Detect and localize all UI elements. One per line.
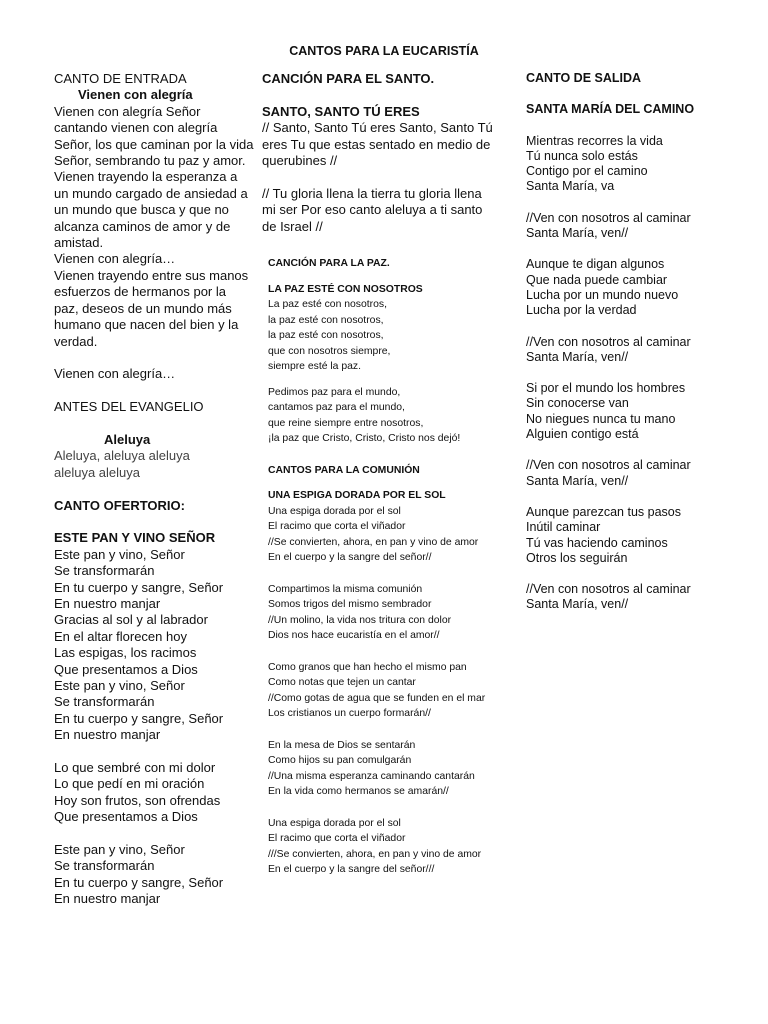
verse-line: Santa María, ven// — [526, 473, 629, 488]
verse-line: En el cuerpo y la sangre del señor/// — [268, 864, 435, 875]
entrada-end: Vienen con alegría… — [54, 366, 176, 382]
entrada-verse: Vienen trayendo la esperanza a un mundo cargado de ansiedad a un mundo que busca y que no alcanza caminos de amor y de amistad. — [54, 169, 248, 251]
verse-line: Sin conocerse van — [526, 396, 629, 411]
verse-line: Dios nos hace eucaristía en el amor// — [268, 630, 440, 641]
comunion-stanzas — [268, 504, 500, 878]
verse-line: siempre esté la paz. — [268, 361, 361, 372]
verse-line: Contigo por el camino — [526, 164, 648, 179]
salida-stanza — [526, 211, 756, 242]
verse-line: Santa María, ven// — [526, 349, 629, 364]
paz-stanza — [268, 297, 500, 375]
comunion-stanza — [268, 738, 500, 800]
entrada-verse: Vienen trayendo entre sus manos esfuerzos de hermanos por la paz, deseos de un mundo más humano que nacen del bien y la verdad. — [54, 267, 249, 349]
verse-line: //Un molino, la vida nos tritura con dolor — [268, 614, 452, 626]
salida-stanza — [526, 134, 756, 195]
verse-line: En tu cuerpo y sangre, Señor — [54, 874, 224, 890]
salida-song-title: SANTA MARÍA DEL CAMINO — [526, 102, 695, 117]
verse-line: Pedimos paz para el mundo, — [268, 386, 401, 398]
paz-heading: CANCIÓN PARA LA PAZ. — [268, 258, 390, 269]
verse-line: Santa María, ven// — [526, 226, 629, 241]
aleluya-line: Aleluya, aleluya aleluya — [54, 448, 190, 464]
ofertorio-heading: CANTO OFERTORIO: — [54, 497, 185, 513]
salida-stanza — [526, 582, 756, 613]
entrada-verse: Vienen con alegría Señor cantando vienen con alegría Señor, los que caminan por la vida Señor, sembrando tu paz y amor. — [54, 103, 254, 169]
verse-line: Que presentamos a Dios — [54, 809, 198, 825]
verse-line: la paz esté con nosotros, — [268, 314, 384, 326]
verse-line: Las espigas, los racimos — [54, 645, 197, 661]
salida-stanzas — [526, 134, 756, 613]
aleluya-line: aleluya aleluya — [54, 464, 141, 480]
document-title: CANTOS PARA LA EUCARISTÍA — [289, 44, 479, 58]
verse-line: Otros los seguirán — [526, 550, 628, 565]
verse-line: //Como gotas de agua que se funden en el mar — [268, 692, 486, 704]
salida-stanza — [526, 505, 756, 566]
verse-line: El racimo que corta el viñador — [268, 833, 406, 844]
aleluya-title: Aleluya — [104, 431, 151, 447]
column-middle-top — [262, 71, 494, 235]
verse-line: Como hijos su pan comulgarán — [268, 755, 412, 766]
verse-line: Este pan y vino, Señor — [54, 841, 185, 857]
verse-line: Hoy son frutos, son ofrendas — [54, 792, 221, 808]
verse-line: Este pan y vino, Señor — [54, 677, 185, 693]
verse-line: que reine siempre entre nosotros, — [268, 417, 424, 429]
verse-line: cantamos paz para el mundo, — [268, 402, 405, 413]
verse-line: Gracias al sol y al labrador — [54, 612, 208, 628]
verse-line: En el altar florecen hoy — [54, 628, 187, 644]
paz-song-title: LA PAZ ESTÉ CON NOSOTROS — [268, 283, 423, 295]
verse-line: En el cuerpo y la sangre del señor// — [268, 552, 432, 563]
verse-line: En la vida como hermanos se amarán// — [268, 786, 449, 797]
verse-line: No niegues nunca tu mano — [526, 411, 676, 426]
comunion-heading: CANTOS PARA LA COMUNIÓN — [268, 464, 420, 476]
ofertorio-stanza — [54, 547, 254, 744]
verse-line: Que presentamos a Dios — [54, 661, 198, 677]
verse-line: En nuestro manjar — [54, 891, 161, 907]
verse-line: //Ven con nosotros al caminar — [526, 334, 691, 349]
verse-line: Alguien contigo está — [526, 427, 639, 442]
verse-line: Tú nunca solo estás — [526, 148, 638, 163]
verse-line: Si por el mundo los hombres — [526, 381, 686, 396]
verse-line: Como notas que tejen un cantar — [268, 677, 416, 688]
comunion-song-title: UNA ESPIGA DORADA POR EL SOL — [268, 490, 446, 501]
verse-line: Se transformarán — [54, 563, 155, 579]
verse-line: En tu cuerpo y sangre, Señor — [54, 710, 224, 726]
comunion-stanza — [268, 660, 500, 722]
entrada-verse: Vienen con alegría… — [54, 251, 176, 267]
salida-stanza — [526, 458, 756, 489]
verse-line: Lo que pedí en mi oración — [54, 776, 205, 792]
verse-line: Mientras recorres la vida — [526, 133, 663, 148]
verse-line: Lucha por un mundo nuevo — [526, 287, 679, 302]
verse-line: Como granos que han hecho el mismo pan — [268, 661, 467, 673]
entrada-song-title: Vienen con alegría — [78, 87, 193, 103]
entrada-heading: CANTO DE ENTRADA — [54, 71, 187, 86]
verse-line: Inútil caminar — [526, 520, 601, 535]
verse-line: En nuestro manjar — [54, 727, 161, 743]
verse-line: Se transformarán — [54, 858, 155, 874]
verse-line: Se transformarán — [54, 694, 155, 710]
salida-stanza — [526, 335, 756, 366]
verse-line: la paz esté con nosotros, — [268, 330, 384, 341]
verse-line: En la mesa de Dios se sentarán — [268, 739, 416, 751]
verse-line: //Ven con nosotros al caminar — [526, 210, 691, 225]
verse-line: Una espiga dorada por el sol — [268, 817, 401, 829]
verse-line: Lo que sembré con mi dolor — [54, 759, 216, 775]
column-right — [526, 71, 756, 613]
column-left — [54, 71, 254, 908]
verse-line: El racimo que corta el viñador — [268, 521, 406, 532]
verse-line: Una espiga dorada por el sol — [268, 505, 401, 517]
salida-stanza — [526, 257, 756, 318]
column-middle-bottom — [268, 256, 500, 878]
ofertorio-stanza — [54, 760, 254, 826]
verse-line: //Se convierten, ahora, en pan y vino de amor — [268, 536, 479, 548]
verse-line: //Una misma esperanza caminando cantarán — [268, 770, 475, 782]
santo-song-title: SANTO, SANTO TÚ ERES — [262, 103, 420, 119]
verse-line: Somos trigos del mismo sembrador — [268, 599, 432, 610]
verse-line: Que nada puede cambiar — [526, 272, 668, 287]
verse-line: //Ven con nosotros al caminar — [526, 582, 691, 597]
verse-line: En nuestro manjar — [54, 595, 161, 611]
santo-heading: CANCIÓN PARA EL SANTO. — [262, 71, 435, 86]
ofertorio-stanza — [54, 842, 254, 908]
santo-paragraph: // Santo, Santo Tú eres Santo, Santo Tú eres Tu que estas sentado en medio de querubines // — [262, 120, 493, 169]
verse-line: En tu cuerpo y sangre, Señor — [54, 579, 224, 595]
verse-line: Santa María, va — [526, 179, 615, 194]
salida-heading: CANTO DE SALIDA — [526, 71, 642, 85]
verse-line: Los cristianos un cuerpo formarán// — [268, 708, 431, 719]
comunion-stanza — [268, 816, 500, 878]
salida-stanza — [526, 381, 756, 442]
comunion-stanza — [268, 504, 500, 566]
verse-line: ¡la paz que Cristo, Cristo, Cristo nos dejó! — [268, 433, 461, 444]
ofertorio-song-title: ESTE PAN Y VINO SEÑOR — [54, 530, 216, 546]
santo-paragraph: // Tu gloria llena la tierra tu gloria llena mi ser Por eso canto aleluya a ti santo de Israel // — [262, 185, 483, 234]
verse-line: ///Se convierten, ahora, en pan y vino de amor — [268, 848, 482, 860]
verse-line: La paz esté con nosotros, — [268, 299, 387, 310]
verse-line: Compartimos la misma comunión — [268, 583, 423, 595]
comunion-stanza — [268, 582, 500, 644]
paz-stanza — [268, 385, 500, 447]
verse-line: Este pan y vino, Señor — [54, 546, 185, 562]
verse-line: //Ven con nosotros al caminar — [526, 458, 691, 473]
verse-line: Lucha por la verdad — [526, 303, 637, 318]
verse-line: que con nosotros siempre, — [268, 345, 391, 357]
verse-line: Aunque parezcan tus pasos — [526, 504, 681, 519]
verse-line: Santa María, ven// — [526, 597, 629, 612]
verse-line: Aunque te digan algunos — [526, 257, 665, 272]
evangelio-heading: ANTES DEL EVANGELIO — [54, 399, 204, 415]
verse-line: Tú vas haciendo caminos — [526, 535, 668, 550]
